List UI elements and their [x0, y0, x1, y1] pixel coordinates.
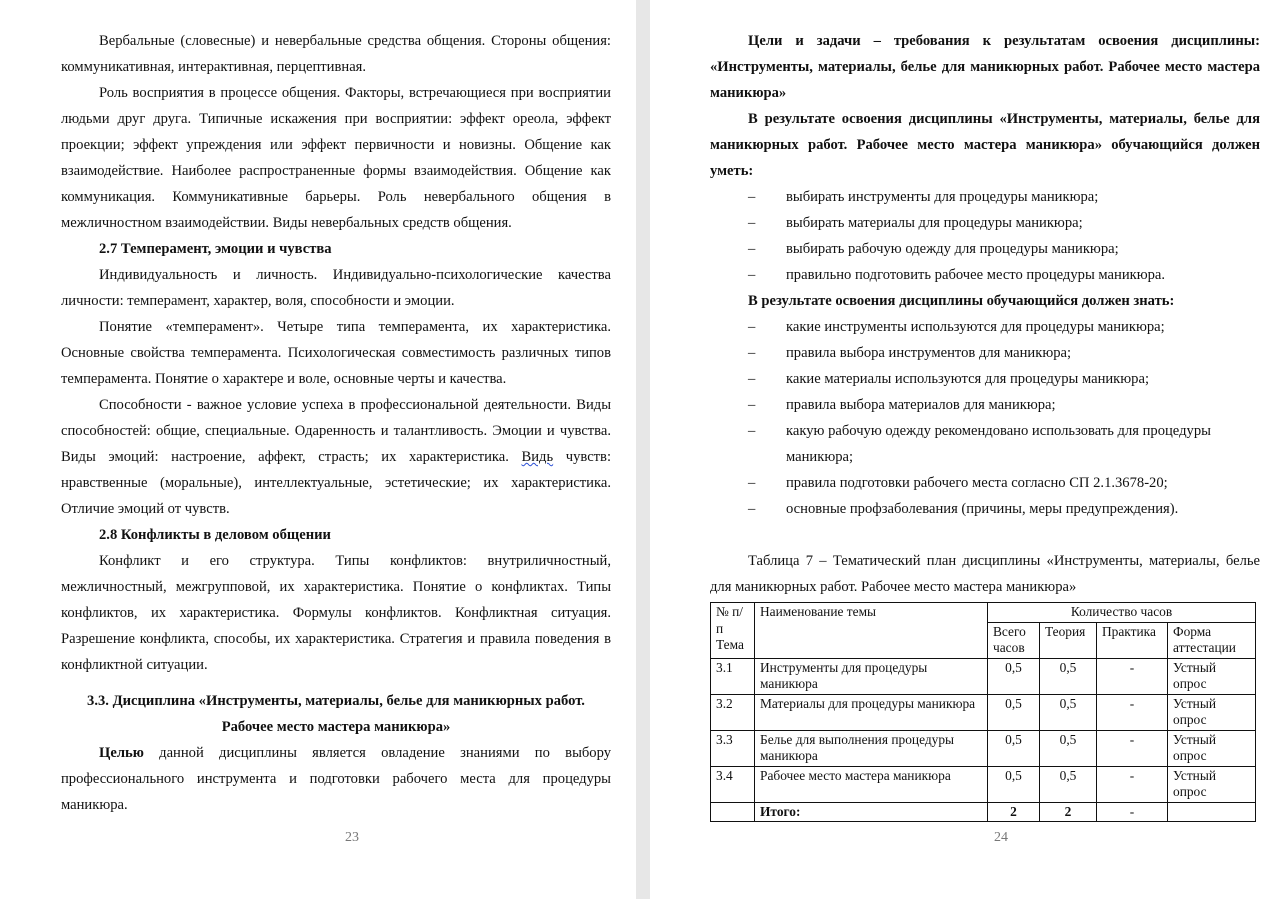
text-run: Способности - важное условие успеха в профессиональной деятельности. Виды способностей: общие, специальные. Одаренность и талантливость. Эмоции и чувства. Виды эмоций: настроение, аффект, страсть; их характеристика. — [61, 397, 611, 465]
section-heading-2-8: 2.8 Конфликты в деловом общении — [99, 527, 331, 543]
cell-theory: 0,5 — [1040, 658, 1097, 694]
dash-bullet: – — [748, 423, 756, 439]
dash-bullet: – — [748, 397, 756, 413]
list-item — [710, 418, 1260, 470]
cell-theory: 0,5 — [1040, 766, 1097, 802]
dash-bullet: – — [748, 267, 756, 283]
list-item-text: основные профзаболевания (причины, меры предупреждения). — [786, 501, 1179, 517]
able-list — [710, 184, 1260, 288]
paragraph: Конфликт и его структура. Типы конфликтов: внутриличностный, межличностный, межгрупповой, их характеристика. Понятие о конфликтах. Типы конфликтов, их характеристика. Формулы конфликтов. Конфликтная ситуация. Разрешение конфликта, способы, их характеристика. Стратегия и правила поведения в конфликтной ситуации. — [61, 553, 611, 673]
dash-bullet: – — [748, 501, 756, 517]
page-number: 24 — [994, 830, 1008, 845]
cell-num: 3.1 — [711, 658, 755, 694]
list-item — [710, 392, 1260, 418]
cell-form: Устный опрос — [1168, 658, 1256, 694]
dash-bullet: – — [748, 215, 756, 231]
cell-total-label: Итого: — [755, 802, 988, 822]
page-body — [61, 28, 611, 818]
table-row — [711, 658, 1256, 694]
cell-theory: 0,5 — [1040, 730, 1097, 766]
dash-bullet: – — [748, 319, 756, 335]
cell-form: Устный опрос — [1168, 730, 1256, 766]
header-num: № п/п Тема — [711, 603, 755, 659]
list-item-text: какую рабочую одежду рекомендовано использовать для процедуры маникюра; — [786, 423, 1211, 465]
cell-theory: 0,5 — [1040, 694, 1097, 730]
cell-num: 3.4 — [711, 766, 755, 802]
paragraph: Вербальные (словесные) и невербальные средства общения. Стороны общения: коммуникативная, интерактивная, перцептивная. — [61, 33, 611, 75]
know-intro: В результате освоения дисциплины обучающийся должен знать: — [748, 293, 1175, 309]
list-item — [710, 262, 1260, 288]
list-item-text: какие материалы используются для процедуры маникюра; — [786, 371, 1150, 387]
table-row — [711, 766, 1256, 802]
paragraph — [61, 392, 611, 522]
text-run: данной дисциплины является овладение знаниями по выбору профессионального инструмента и подготовки рабочего места для процедуры маникюра. — [61, 745, 611, 813]
document-page-23 — [0, 0, 636, 899]
cell-num: 3.2 — [711, 694, 755, 730]
list-item-text: правила подготовки рабочего места согласно СП 2.1.3678-20; — [786, 475, 1168, 491]
list-item-text: правильно подготовить рабочее место процедуры маникюра. — [786, 267, 1166, 283]
table-row — [711, 694, 1256, 730]
header-total: Всего часов — [988, 622, 1040, 658]
list-item-text: выбирать рабочую одежду для процедуры маникюра; — [786, 241, 1119, 257]
table-row — [711, 730, 1256, 766]
header-form: Форма аттестации — [1168, 622, 1256, 658]
list-item — [710, 470, 1260, 496]
cell-theory: 2 — [1040, 802, 1097, 822]
list-item-text: какие инструменты используются для процедуры маникюра; — [786, 319, 1165, 335]
table-header-row — [711, 603, 1256, 623]
goals-heading: Цели и задачи – требования к результатам освоения дисциплины: «Инструменты, материалы, белье для маникюрных работ. Рабочее место мастера маникюра» — [710, 33, 1260, 101]
know-list — [710, 314, 1260, 522]
section-heading-3-3: 3.3. Дисциплина «Инструменты, материалы, белье для маникюрных работ. — [87, 693, 585, 709]
list-item-text: выбирать материалы для процедуры маникюра; — [786, 215, 1083, 231]
paragraph — [61, 740, 611, 818]
cell-practice: - — [1097, 802, 1168, 822]
document-page-24 — [650, 0, 1287, 899]
cell-form — [1168, 802, 1256, 822]
paragraph: Понятие «темперамент». Четыре типа темперамента, их характеристика. Основные свойства темперамента. Психологическая совместимость различных типов темперамента. Понятие о характере и воле, основные черты и качества. — [61, 319, 611, 387]
paragraph: Роль восприятия в процессе общения. Факторы, встречающиеся при восприятии людьми друг друга. Типичные искажения при восприятии: эффект ореола, эффект проекции; эффект упреждения или эффект первичности и новизны. Общение как взаимодействие. Наиболее распространенные формы взаимодействия. Общение как коммуникация. Коммуникативные барьеры. Роль невербального общения в межличностном взаимодействии. Виды невербальных средств общения. — [61, 85, 611, 231]
list-item-text: правила выбора материалов для маникюра; — [786, 397, 1056, 413]
dash-bullet: – — [748, 475, 756, 491]
cell-total: 2 — [988, 802, 1040, 822]
dash-bullet: – — [748, 371, 756, 387]
table-total-row — [711, 802, 1256, 822]
table-caption: Таблица 7 – Тематический план дисциплины «Инструменты, материалы, белье для маникюрных работ. Рабочее место мастера маникюра» — [710, 553, 1260, 595]
header-theory: Теория — [1040, 622, 1097, 658]
dash-bullet: – — [748, 241, 756, 257]
cell-form: Устный опрос — [1168, 694, 1256, 730]
spellcheck-flagged-word[interactable]: Видь — [521, 449, 554, 465]
cell-total: 0,5 — [988, 694, 1040, 730]
paragraph: Индивидуальность и личность. Индивидуально-психологические качества личности: темперамент, характер, воля, способности и эмоции. — [61, 267, 611, 309]
list-item — [710, 184, 1260, 210]
list-item — [710, 496, 1260, 522]
list-item — [710, 236, 1260, 262]
cell-name: Материалы для процедуры маникюра — [755, 694, 988, 730]
cell-practice: - — [1097, 694, 1168, 730]
list-item — [710, 314, 1260, 340]
cell-num: 3.3 — [711, 730, 755, 766]
section-heading-2-7: 2.7 Темперамент, эмоции и чувства — [99, 241, 332, 257]
dash-bullet: – — [748, 189, 756, 205]
cell-total: 0,5 — [988, 658, 1040, 694]
header-practice: Практика — [1097, 622, 1168, 658]
list-item-text: правила выбора инструментов для маникюра; — [786, 345, 1072, 361]
section-heading-3-3-line2: Рабочее место мастера маникюра» — [221, 719, 451, 735]
header-hours: Количество часов — [988, 603, 1256, 623]
thematic-plan-table — [710, 602, 1256, 822]
page-number: 23 — [345, 830, 359, 845]
cell-name: Инструменты для процедуры маникюра — [755, 658, 988, 694]
cell-form: Устный опрос — [1168, 766, 1256, 802]
goal-bold-word: Целью — [99, 745, 144, 761]
page-body — [710, 28, 1260, 822]
list-item — [710, 366, 1260, 392]
cell-name: Белье для выполнения процедуры маникюра — [755, 730, 988, 766]
list-item-text: выбирать инструменты для процедуры маникюра; — [786, 189, 1099, 205]
cell-practice: - — [1097, 766, 1168, 802]
cell-total: 0,5 — [988, 730, 1040, 766]
cell-name: Рабочее место мастера маникюра — [755, 766, 988, 802]
list-item — [710, 210, 1260, 236]
list-item — [710, 340, 1260, 366]
cell-practice: - — [1097, 658, 1168, 694]
dash-bullet: – — [748, 345, 756, 361]
text-run: чувств: нравственные (моральные), интеллектуальные, эстетические; их характеристика. Отличие эмоций от чувств. — [61, 449, 611, 517]
cell-num-empty — [711, 802, 755, 822]
cell-total: 0,5 — [988, 766, 1040, 802]
able-intro: В результате освоения дисциплины «Инструменты, материалы, белье для маникюрных работ. Рабочее место мастера маникюра» обучающийся должен уметь: — [710, 111, 1260, 179]
header-name: Наименование темы — [755, 603, 988, 659]
cell-practice: - — [1097, 730, 1168, 766]
